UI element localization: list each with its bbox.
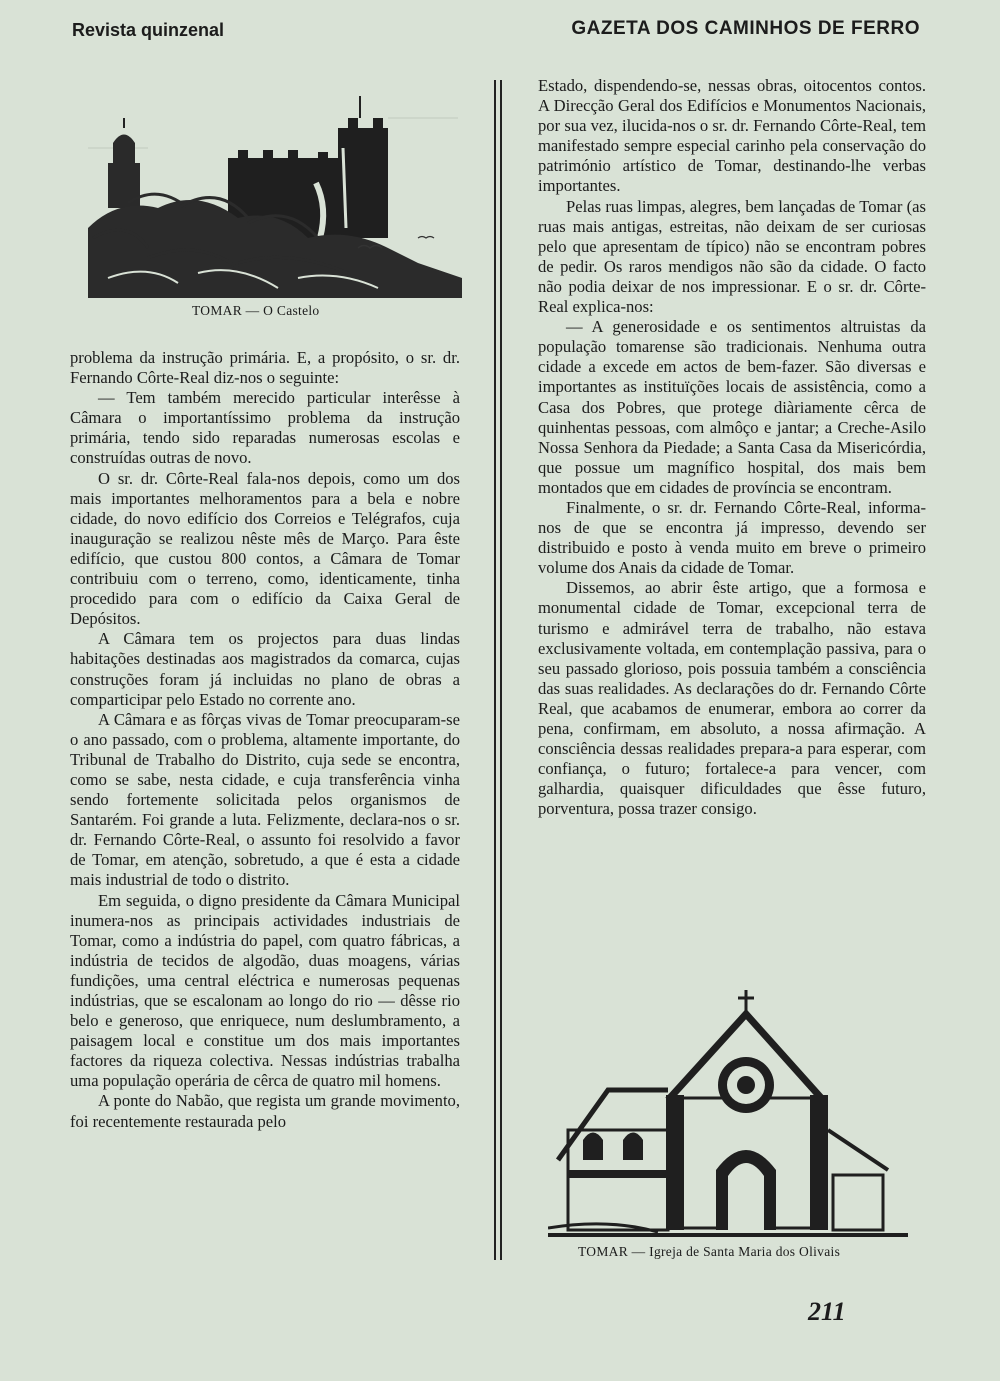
church-caption: TOMAR — Igreja de Santa Maria dos Olivais <box>578 1244 841 1259</box>
right-column <box>538 76 926 819</box>
paragraph: — Tem também merecido particular interêsse à Câmara o importantíssimo problema da instrução primária, tendo sido reparadas numerosas escolas e construídas outras de novo. <box>70 388 460 468</box>
castle-caption: TOMAR — O Castelo <box>192 303 320 318</box>
column-divider <box>494 80 502 1260</box>
paragraph: Em seguida, o digno presidente da Câmara Municipal inumera-nos as principais actividades industriais de Tomar, como a indústria do papel, com quatro fábricas, a indústria de tecidos de algodão, duas moagens, várias fundições, uma central eléctrica e numerosas pequenas indústrias, que se escalonam ao longo do rio — dêsse rio belo e generoso, que enriquece, num deslumbramento, a paisagem local e constitue um dos mais importantes factores da riqueza colectiva. Nessas indústrias trabalha uma população operária de cêrca de quatro mil homens. <box>70 890 460 1091</box>
paragraph: Dissemos, ao abrir êste artigo, que a formosa e monumental cidade de Tomar, excepcional terra de turismo e admirável terra de trabalho, não estava exclusivamente voltada, em contemplação passiva, para o seu passado glorioso, pois possuia também a consciência das suas realidades. As declarações do dr. Fernando Côrte Real, que acabamos de enumerar, embora ao correr da pena, confirmam, em absoluto, a nossa afirmação. A consciência dessas realidades prepara-a para esperar, com confiança, o futuro; fortalece-a para vencer, com galhardia, quaisquer dificuldades que êsse futuro, porventura, possa trazer consigo. <box>538 578 926 819</box>
church-illustration <box>548 990 908 1240</box>
left-column <box>70 348 460 1132</box>
castle-illustration <box>88 88 462 298</box>
paragraph: A Câmara e as fôrças vivas de Tomar preocuparam-se o ano passado, com o problema, altamente importante, do Tribunal de Trabalho do Distrito, cuja sede se encontra, como se sabe, nesta cidade, e cuja transferência vinha sendo fortemente solicitada pelos organismos de Santarém. Foi grande a luta. Felizmente, declara-nos o sr. dr. Fernando Côrte-Real, o assunto foi resolvido a favor de Tomar, em atenção, sobretudo, a que é esta a cidade mais industrial de todo o distrito. <box>70 709 460 890</box>
journal-title: GAZETA DOS CAMINHOS DE FERRO <box>571 18 920 39</box>
paragraph: Finalmente, o sr. dr. Fernando Côrte-Real, informa-nos de que se encontra já impresso, devendo ser distribuido e posto à venda muito em breve o primeiro volume dos Anais da cidade de Tomar. <box>538 497 926 578</box>
paragraph: Estado, dispendendo-se, nessas obras, oitocentos contos. A Direcção Geral dos Edifícios e Monumentos Nacionais, por sua vez, ilucida-nos o sr. dr. Fernando Côrte-Real, tem manifestado sempre especial carinho pela conservação do património artístico de Tomar, destinando-lhe verbas importantes. <box>538 76 926 196</box>
paragraph: — A generosidade e os sentimentos altruistas da população tomarense são tradicionais. Nenhuma outra cidade a excede em actos de bem-fazer. São diversas e importantes as instituïções locais de assistência, como a Casa dos Pobres, que protege diàriamente cêrca de quinhentas pessoas, com almôço e jantar; a Creche-Asilo Nossa Senhora da Piedade; a Santa Casa da Misericórdia, que possue um magnífico hospital, dos mais bem montados que em cidades de província se encontram. <box>538 317 926 497</box>
paragraph: A Câmara tem os projectos para duas lindas habitações destinadas aos magistrados da comarca, cujas construções foram já incluidas no plano de obras a comparticipar pelo Estado no corrente ano. <box>70 629 460 709</box>
paragraph: A ponte do Nabão, que regista um grande movimento, foi recentemente restaurada pelo <box>70 1091 460 1131</box>
paragraph: problema da instrução primária. E, a propósito, o sr. dr. Fernando Côrte-Real diz-nos o seguinte: <box>70 348 460 388</box>
journal-frequency: Revista quinzenal <box>72 20 225 40</box>
page-number: 211 <box>808 1297 846 1326</box>
paragraph: O sr. dr. Côrte-Real fala-nos depois, como um dos mais importantes melhoramentos para a bela e nobre cidade, do novo edifício dos Correios e Telégrafos, cuja inauguração se realizou nêste mês de Março. Para êste edifício, que custou 800 contos, a Câmara de Tomar contribuiu com o terreno, como, identicamente, tinha procedido para com o edifício da Caixa Geral de Depósitos. <box>70 468 460 629</box>
paragraph: Pelas ruas limpas, alegres, bem lançadas de Tomar (as ruas mais antigas, estreitas, não deixam de ser curiosas pelo que apresentam de típico) não se encontram pobres de pedir. Os raros mendigos não são da cidade. O facto não podia deixar de nos impressionar. E o sr. dr. Côrte-Real explica-nos: <box>538 196 926 317</box>
